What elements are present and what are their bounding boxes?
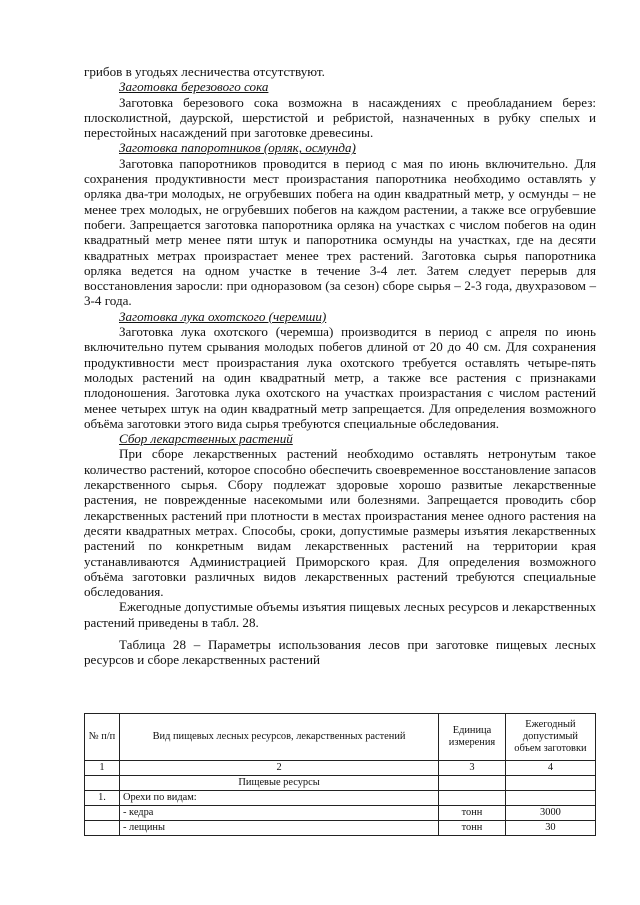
- index-cell: 3: [439, 761, 506, 776]
- row-unit: тонн: [439, 821, 506, 836]
- table-cell: [85, 776, 120, 791]
- table-header-row: [85, 714, 596, 761]
- row-resource: Орехи по видам:: [119, 791, 438, 806]
- index-cell: 1: [85, 761, 120, 776]
- paragraph-wild-garlic: Заготовка лука охотского (черемша) производится в период с апреля по июнь включительно путем срывания молодых побегов длиной от 20 до 40 см. Для сохранения продуктивности мест произрастания лука охотского требуется оставлять четыре-пять молодых растений на один квадратный метр, а также все растения с признаками плодоношения. Заготовка лука охотского на участках произрастания с числом растений менее четырех штук на один квадратный метр запрещается. Для определения возможного объёма заготовки этого вида сырья требуются специальные обследования.: [84, 324, 596, 431]
- header-unit: Единица измерения: [439, 714, 506, 761]
- header-resource-type: Вид пищевых лесных ресурсов, лекарственных растений: [119, 714, 438, 761]
- row-volume: 3000: [505, 806, 595, 821]
- index-cell: 4: [505, 761, 595, 776]
- paragraph-volumes-reference: Ежегодные допустимые объемы изъятия пищевых лесных ресурсов и лекарственных растений приведены в табл. 28.: [84, 599, 596, 630]
- table-cell: [439, 776, 506, 791]
- header-number: № п/п: [85, 714, 120, 761]
- table-index-row: [85, 761, 596, 776]
- heading-ferns: Заготовка папоротников (орляк, осмунда): [119, 140, 356, 156]
- paragraph-birch-sap: Заготовка березового сока возможна в насаждениях с преобладанием берез: плосколистной, даурской, шерстистой и ребристой, назначенных в рубку спелых и перестойных насаждений при заготовке древесины.: [84, 94, 596, 141]
- section-title: Пищевые ресурсы: [119, 776, 438, 791]
- row-volume: [505, 791, 595, 806]
- heading-medicinal-plants: Сбор лекарственных растений: [119, 431, 293, 447]
- row-resource: - кедра: [119, 806, 438, 821]
- table-row: [85, 821, 596, 836]
- paragraph-mushrooms-end: грибов в угодьях лесничества отсутствуют.: [84, 64, 325, 79]
- paragraph-ferns: Заготовка папоротников проводится в период с мая по июнь включительно. Для сохранения продуктивности мест произрастания папоротника необходимо оставлять у орляка два-три молодых, не огрубевших побега на один квадратный метр, у осмунды – не менее трех молодых, не огрубевших побегов на каждом растении, а также все огрубевшие побеги. Запрещается заготовка папоротника орляка на участках с числом побегов на один квадратный метр менее пяти штук и папоротника осмунды на участках, где на десяти квадратных метрах произрастает менее трех растений. Заготовка сырья папоротника орляка ведется на одном участке в течение 3-4 лет. Затем следует перерыв для восстановления заросли: при одноразовом (за сезон) сборе сырья – 2-3 года, двухразовом – 3-4 года.: [84, 155, 596, 309]
- table-row: [85, 806, 596, 821]
- body-text: [84, 64, 596, 668]
- table-caption: Таблица 28 – Параметры использования лесов при заготовке пищевых лесных ресурсов и сборе лекарственных растений: [84, 636, 596, 668]
- table-section-row: [85, 776, 596, 791]
- parameters-table: [84, 713, 596, 836]
- row-volume: 30: [505, 821, 595, 836]
- index-cell: 2: [119, 761, 438, 776]
- table-cell: [505, 776, 595, 791]
- heading-birch-sap: Заготовка березового сока: [119, 79, 269, 95]
- row-unit: [439, 791, 506, 806]
- row-number: [85, 806, 120, 821]
- header-annual-volume: Ежегодный допустимый объем заготовки: [505, 714, 595, 761]
- heading-wild-garlic: Заготовка лука охотского (черемши): [119, 308, 327, 324]
- row-unit: тонн: [439, 806, 506, 821]
- paragraph-medicinal-plants: При сборе лекарственных растений необходимо оставлять нетронутым такое количество растений, которое способно обеспечить своевременное восстановление запасов лекарственного сырья. Сбору подлежат здоровые хорошо развитые лекарственные растения, не поврежденные насекомыми или болезнями. Запрещается проводить сбор лекарственных растений при плотности в местах произрастания менее одного растения на десяти квадратных метрах. Способы, сроки, допустимые размеры изъятия лекарственных растений по конкретным видам лекарственных растений на территории края устанавливаются Администрацией Приморского края. Для определения возможного объёма заготовки различных видов лекарственных растений требуются специальные обследования.: [84, 446, 596, 600]
- row-number: 1.: [85, 791, 120, 806]
- table-row: [85, 791, 596, 806]
- row-resource: - лещины: [119, 821, 438, 836]
- row-number: [85, 821, 120, 836]
